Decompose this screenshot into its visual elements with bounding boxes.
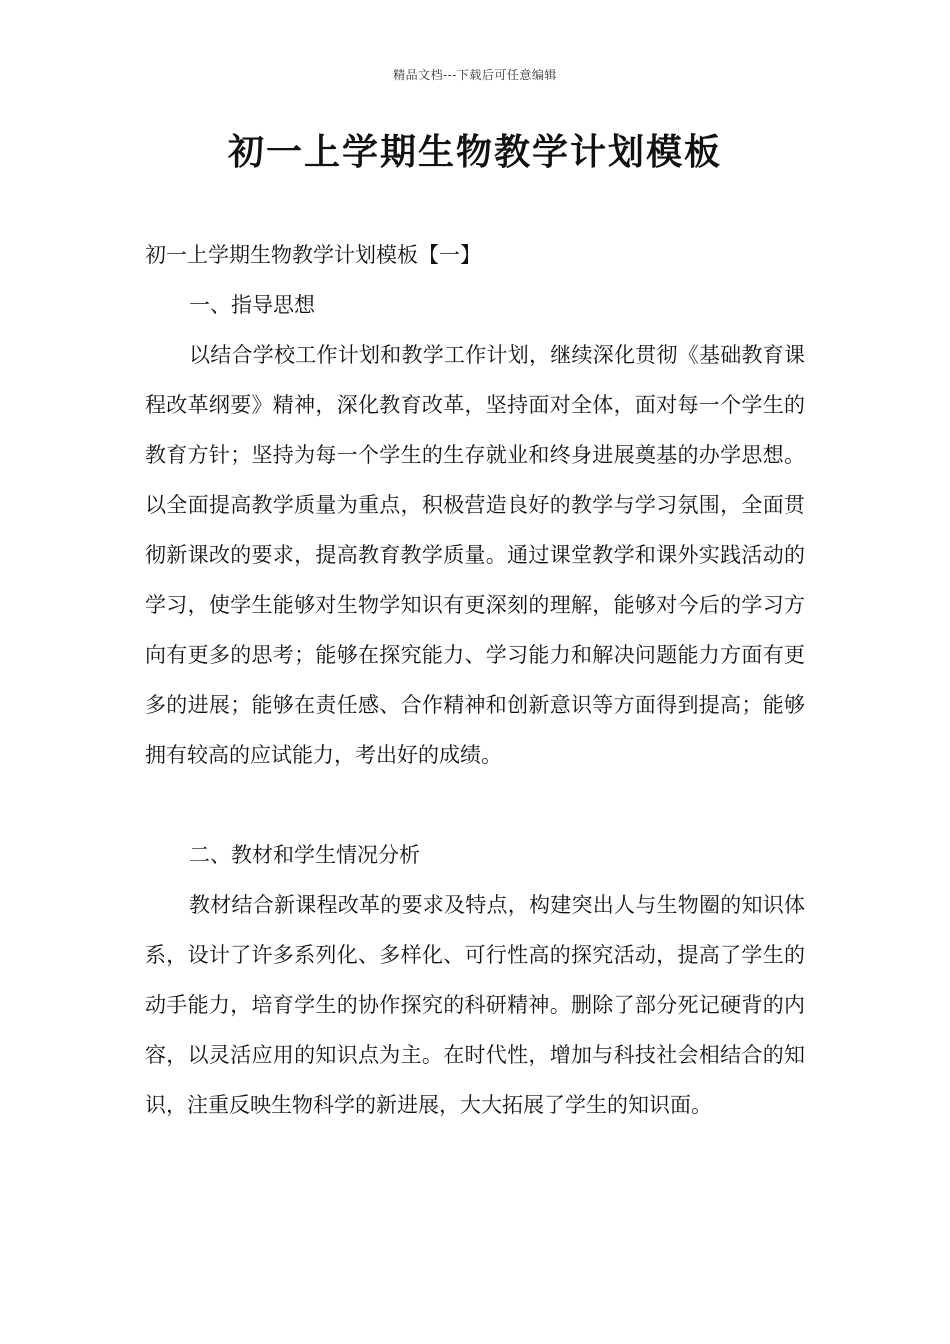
section-paragraph-materials-analysis: 教材结合新课程改革的要求及特点，构建突出人与生物圈的知识体系，设计了许多系列化、多样化、可行性高的探究活动，提高了学生的动手能力，培育学生的协作探究的科研精神。删除了部分死记硬背的内容，以灵活应用的知识点为主。在时代性，增加与科技社会相结合的知识，注重反映生物科学的新进展，大大拓展了学生的知识面。 <box>145 893 805 1117</box>
section-heading-materials-analysis: 二、教材和学生情况分析 <box>189 843 420 867</box>
section-paragraph-guiding-ideology: 以结合学校工作计划和教学工作计划，继续深化贯彻《基础教育课程改革纲要》精神，深化教育改革，坚持面对全体，面对每一个学生的教育方针；坚持为每一个学生的生存就业和终身进展奠基的办学思想。以全面提高教学质量为重点，积极营造良好的教学与学习氛围，全面贯彻新课改的要求，提高教育教学质量。通过课堂教学和课外实践活动的学习，使学生能够对生物学知识有更深刻的理解，能够对今后的学习方向有更多的思考；能够在探究能力、学习能力和解决问题能力方面有更多的进展；能够在责任感、合作精神和创新意识等方面得到提高；能够拥有较高的应试能力，考出好的成绩。 <box>145 343 805 767</box>
document-subtitle: 初一上学期生物教学计划模板【一】 <box>145 243 481 267</box>
section-spacer <box>145 780 805 830</box>
header-note: 精品文档---下载后可任意编辑 <box>393 68 557 82</box>
document-title: 初一上学期生物教学计划模板 <box>227 132 722 173</box>
section-heading-guiding-ideology: 一、指导思想 <box>189 293 315 317</box>
document-body <box>145 230 805 1130</box>
